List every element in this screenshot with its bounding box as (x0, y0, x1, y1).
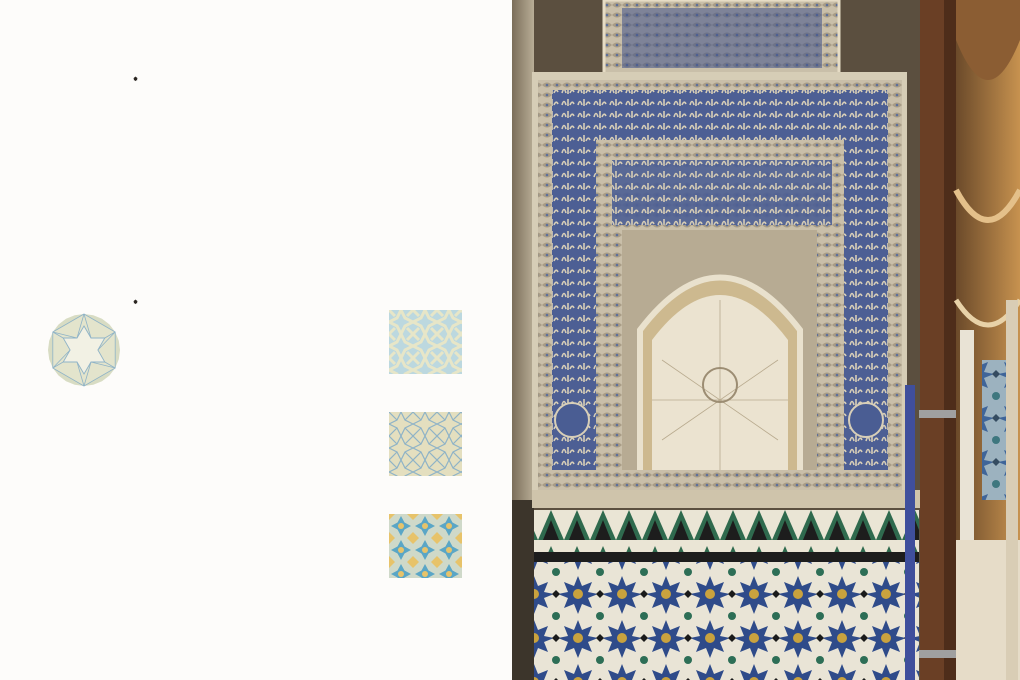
photo-alcazar-seville (512, 0, 1020, 680)
figure-1-32-interlacing (389, 310, 462, 374)
figure-1-33-widened-lines (389, 412, 462, 476)
figure-1-34-colour (389, 514, 462, 578)
figure-1-31-star-unit (46, 312, 122, 388)
